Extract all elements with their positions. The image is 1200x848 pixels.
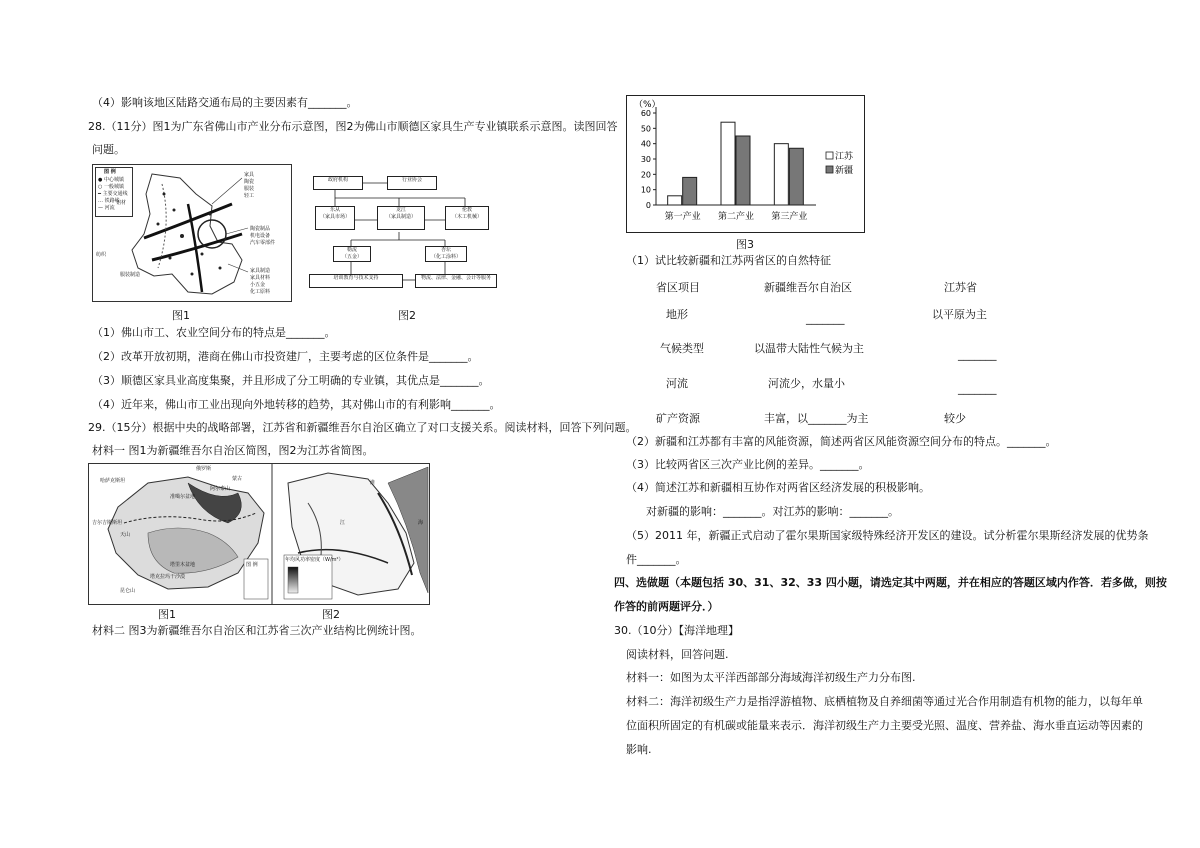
q30-material2: 材料二：海洋初级生产力是指浮游植物、底栖植物及自养细菌等通过光合作用制造有机物的能力，以每年单 bbox=[626, 695, 1143, 708]
fig1-legend-item: … 铁路线 bbox=[98, 198, 120, 204]
table-cell-blank: _______ bbox=[958, 348, 997, 361]
map-label: 准噶尔盆地 bbox=[170, 494, 196, 500]
fig1-legend bbox=[95, 167, 133, 217]
fig1-legend-item: ━ 主要交通线 bbox=[98, 191, 128, 197]
chart-y-tick-label: 40 bbox=[640, 139, 651, 149]
map-fig1-caption: 图1 bbox=[158, 608, 176, 621]
chart-y-tick-label: 10 bbox=[640, 185, 651, 195]
fig2-box-service: 物流、法律、金融、会计等服务 bbox=[415, 274, 497, 288]
table-cell: 丰富，以_______为主 bbox=[764, 412, 869, 425]
fig1-label: 服装 bbox=[244, 186, 255, 192]
fig2-box-lecong: 乐从 （家具市场） bbox=[315, 206, 355, 230]
chart-y-tick-label: 20 bbox=[640, 170, 651, 180]
section-4-title-cont: 作答的前两题评分．） bbox=[614, 600, 719, 613]
table-cell: 以平原为主 bbox=[932, 308, 987, 321]
fig1-label: 铝材 bbox=[116, 200, 127, 206]
map-label: 淮 bbox=[370, 480, 376, 486]
table-cell-blank: _______ bbox=[958, 382, 997, 395]
table-cell: 以温带大陆性气候为主 bbox=[754, 342, 864, 355]
chart-bar-新疆 bbox=[789, 148, 803, 205]
fig1-label: 轻工 bbox=[244, 193, 255, 199]
q28-1: （1）佛山市工、农业空间分布的特点是_______。 bbox=[92, 326, 336, 339]
chart-caption: 图3 bbox=[736, 238, 754, 251]
map-label: 阿尔泰山 bbox=[210, 486, 231, 492]
chart-bar-江苏 bbox=[721, 122, 735, 205]
chart-legend-label: 新疆 bbox=[835, 166, 854, 176]
q30-material1: 材料一：如图为太平洋西部部分海域海洋初级生产力分布图. bbox=[626, 671, 916, 684]
section-4-title: 四、选做题（本题包括 30、31、32、33 四小题，请选定其中两题，并在相应的答题区域内作答．若多做，则按 bbox=[614, 576, 1167, 589]
map-label: 哈萨克斯坦 bbox=[100, 478, 126, 484]
chart-bar-江苏 bbox=[668, 196, 682, 205]
table-row-label: 地形 bbox=[666, 308, 688, 321]
fig2-box-lunjiao: 伦教 （木工机械） bbox=[445, 206, 489, 230]
q29-5-cont: 件_______。 bbox=[626, 553, 687, 566]
q29-4: （4）简述江苏和新疆相互协作对两省区经济发展的积极影响。 bbox=[626, 481, 930, 494]
chart-ylabel: （%） bbox=[634, 100, 661, 110]
map-label: 俄罗斯 bbox=[196, 466, 212, 472]
table-header-item: 省区项目 bbox=[656, 281, 700, 294]
q28-title-cont: 问题。 bbox=[92, 143, 125, 156]
fig1-legend-item: ○ 一般城镇 bbox=[98, 184, 124, 190]
chart-y-tick-label: 50 bbox=[640, 124, 651, 134]
fig2-box-assoc: 行业协会 bbox=[387, 176, 437, 190]
q29-title: 29.（15分）根据中央的战略部署，江苏省和新疆维吾尔自治区确立了对口支援关系。阅读材料，回答下列问题。 bbox=[88, 421, 637, 434]
fig1-legend-item: — 河流 bbox=[98, 205, 115, 211]
fig2-box-train: 培训教育与技术支持 bbox=[309, 274, 403, 288]
q30-material2-end: 影响. bbox=[626, 743, 652, 756]
fig2-box-junan: 勒流 （五金） bbox=[333, 246, 371, 262]
fig1-caption: 图1 bbox=[172, 309, 190, 322]
map-label: 昆仑山 bbox=[120, 588, 136, 594]
map-label: 江 bbox=[340, 520, 346, 526]
q29-material1: 材料一 图1为新疆维吾尔自治区简图，图2为江苏省简图。 bbox=[92, 444, 374, 457]
map-fig2-caption: 图2 bbox=[322, 608, 340, 621]
chart-legend-swatch bbox=[826, 166, 833, 173]
chart-x-tick-label: 第二产业 bbox=[717, 212, 755, 222]
q29-4-answer: 对新疆的影响：_______。对江苏的影响：_______。 bbox=[646, 505, 899, 518]
q27-4: （4）影响该地区陆路交通布局的主要因素有_______。 bbox=[92, 96, 358, 109]
shunde-linkage-diagram bbox=[305, 168, 497, 296]
table-row-label: 河流 bbox=[666, 377, 688, 390]
industry-structure-chart bbox=[626, 95, 866, 233]
table-row-label: 矿产资源 bbox=[656, 412, 700, 425]
map-label: 塔克拉玛干沙漠 bbox=[150, 574, 186, 580]
chart-y-tick-label: 30 bbox=[640, 155, 651, 164]
map-label: 天山 bbox=[120, 532, 131, 538]
fig1-label: 汽车零部件 bbox=[250, 240, 276, 246]
chart-y-tick-label: 60 bbox=[640, 109, 651, 118]
q29-5: （5）2011 年，新疆正式启动了霍尔果斯国家级特殊经济开发区的建设。试分析霍尔果斯经济发展的优势条 bbox=[626, 529, 1149, 542]
table-row-label: 气候类型 bbox=[660, 342, 704, 355]
chart-y-tick-label: 0 bbox=[645, 201, 651, 210]
table-header-jiangsu: 江苏省 bbox=[944, 281, 977, 294]
map-label: 海 bbox=[418, 520, 424, 526]
q28-2: （2）改革开放初期，港商在佛山市投资建厂，主要考虑的区位条件是_______。 bbox=[92, 350, 479, 363]
map-label: 蒙古 bbox=[232, 476, 243, 482]
map-label: 年均风功率密度（W/m²） bbox=[285, 557, 344, 563]
q28-title: 28.（11分）图1为广东省佛山市产业分布示意图，图2为佛山市顺德区家具生产专业镇联系示意图。读图回答 bbox=[88, 120, 618, 133]
fig2-box-xingtan: 杏坛 （化工涂料） bbox=[425, 246, 467, 262]
table-cell: 较少 bbox=[944, 412, 966, 425]
fig1-legend-title: 图 例 bbox=[104, 169, 116, 175]
q28-4: （4）近年来，佛山市工业出现向外地转移的趋势，其对佛山市的有利影响_______。 bbox=[92, 398, 501, 411]
chart-bar-新疆 bbox=[683, 177, 697, 205]
fig1-label: 机电设备 bbox=[250, 233, 271, 239]
chart-bar-江苏 bbox=[774, 144, 788, 205]
q29-3: （3）比较两省区三次产业比例的差异。_______。 bbox=[626, 458, 870, 471]
chart-legend-label: 江苏 bbox=[835, 152, 854, 162]
q29-1: （1）试比较新疆和江苏两省区的自然特征 bbox=[626, 254, 831, 267]
q30-title: 30.（10分）【海洋地理】 bbox=[614, 624, 739, 637]
table-cell-blank: _______ bbox=[806, 312, 845, 325]
fig1-label: 化工原料 bbox=[250, 289, 271, 295]
q29-2: （2）新疆和江苏都有丰富的风能资源，简述两省区风能资源空间分布的特点。_______。 bbox=[626, 435, 1057, 448]
xinjiang-jiangsu-maps bbox=[88, 463, 430, 605]
table-header-xinjiang: 新疆维吾尔自治区 bbox=[764, 281, 852, 294]
chart-x-tick-label: 第三产业 bbox=[771, 212, 808, 222]
fig1-label: 小五金 bbox=[250, 282, 266, 288]
chart-x-tick-label: 第一产业 bbox=[664, 212, 701, 222]
q30-read: 阅读材料，回答问题. bbox=[626, 648, 729, 661]
fig1-label: 家具 bbox=[244, 172, 255, 178]
fig1-label: 家具制造 bbox=[250, 268, 271, 274]
fig1-legend-item: ● 中心城镇 bbox=[98, 177, 124, 183]
q28-3: （3）顺德区家具业高度集聚，并且形成了分工明确的专业镇，其优点是_______。 bbox=[92, 374, 490, 387]
fig1-label: 纺织 bbox=[96, 252, 107, 258]
fig1-label: 服装制造 bbox=[120, 272, 141, 278]
map-label: 吉尔吉斯斯坦 bbox=[92, 520, 123, 526]
table-cell: 河流少，水量小 bbox=[768, 377, 845, 390]
chart-legend-swatch bbox=[826, 152, 833, 159]
map-label: 塔里木盆地 bbox=[170, 562, 196, 568]
map-label: 图 例 bbox=[246, 562, 258, 568]
fig1-label: 陶瓷制品 bbox=[250, 226, 271, 232]
fig2-box-longjiang: 龙江 （家具制造） bbox=[377, 206, 425, 230]
fig2-box-gov: 政府机构 bbox=[313, 176, 363, 190]
chart-bar-新疆 bbox=[736, 136, 750, 205]
q30-material2-cont: 位面积所固定的有机碳或能量来表示．海洋初级生产力主要受光照、温度、营养盐、海水垂直运动等因素的 bbox=[626, 719, 1143, 732]
fig1-label: 陶瓷 bbox=[244, 179, 255, 185]
fig2-caption: 图2 bbox=[398, 309, 416, 322]
q29-material2: 材料二 图3为新疆维吾尔自治区和江苏省三次产业结构比例统计图。 bbox=[92, 624, 422, 637]
fig1-label: 家具材料 bbox=[250, 275, 271, 281]
